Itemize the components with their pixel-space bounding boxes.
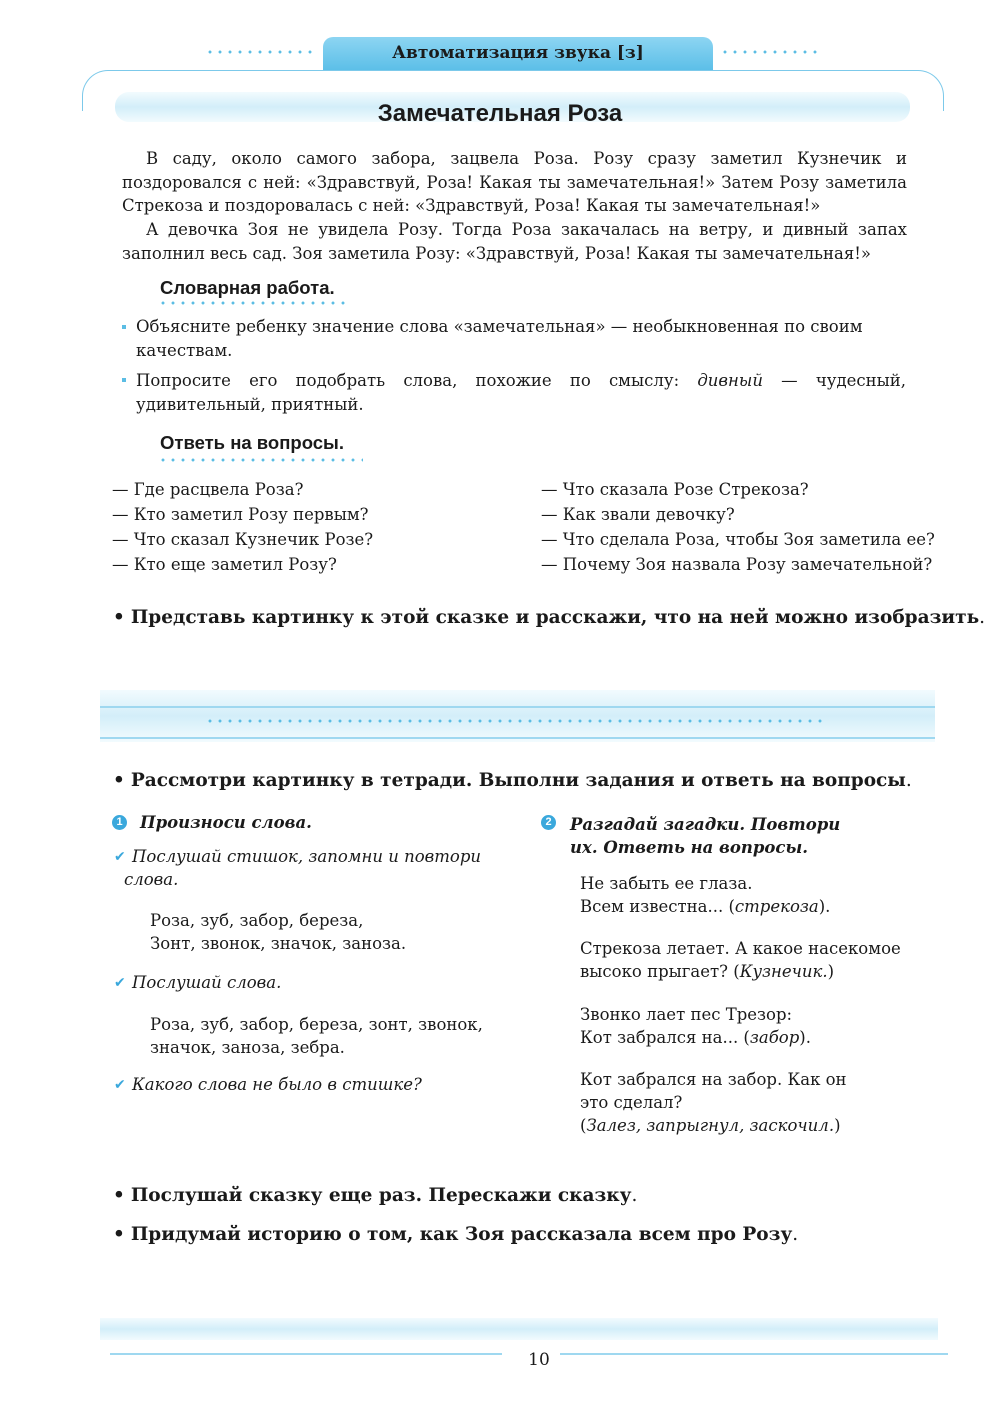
question-left-2: — Кто заметил Розу первым?: [112, 505, 369, 524]
task-invent: • Придумай историю о том, как Зоя рассказала всем про Розу.: [113, 1224, 799, 1245]
exercise-1-step-1: Послушай стишок, запомни и повтори слова.: [124, 847, 482, 889]
header-dots-left: [205, 50, 317, 54]
exercise-2-title: Разгадай загадки. Повтори их. Ответь на вопросы.: [570, 815, 841, 857]
vocab-item-1: Объясните ребенку значение слова «замечательная» — необыкновенная по своим качествам.: [136, 317, 863, 360]
riddle-1-line-2: Всем известна... (стрекоза).: [580, 897, 831, 916]
riddle-2-line-2: высоко прыгает? (Кузнечик.): [580, 962, 835, 981]
exercise-1-step-3: Какого слова не было в стишке?: [132, 1075, 422, 1094]
questions-heading: Ответь на вопросы.: [160, 432, 344, 453]
exercise-1-words-line-1: Роза, зуб, забор, береза,: [150, 911, 364, 930]
exercise-1-title: Произноси слова.: [140, 813, 312, 832]
section-header-title: Автоматизация звука [з]: [392, 43, 644, 63]
section-header-tab: [323, 37, 713, 70]
footer-band: [100, 1318, 938, 1340]
divider-dots: [205, 719, 825, 723]
vocab-heading-underline: [158, 301, 348, 305]
check-icon: ✔: [114, 975, 126, 991]
exercise-2-number-icon: 2: [541, 815, 556, 830]
riddle-3-line-1: Звонко лает пес Трезор:: [580, 1005, 793, 1024]
question-left-3: — Что сказал Кузнечик Розе?: [112, 530, 374, 549]
vocab-heading: Словарная работа.: [160, 277, 335, 298]
divider-line-bottom: [100, 737, 935, 739]
exercise-1-number-icon: 1: [112, 815, 127, 830]
vocab-item-2: Попросите его подобрать слова, похожие по смыслу: дивный — чудесный, удивительный, приятный.: [136, 371, 906, 414]
riddle-2-line-1: Стрекоза летает. А какое насекомое: [580, 939, 901, 958]
question-right-1: — Что сказала Розе Стрекоза?: [541, 480, 809, 499]
exercise-1-step-2: Послушай слова.: [132, 973, 282, 992]
check-icon: ✔: [114, 1077, 126, 1093]
questions-heading-underline: [158, 458, 363, 462]
bullet-icon: [122, 378, 126, 382]
story-paragraph-1: В саду, около самого забора, зацвела Роза. Розу сразу заметил Кузнечик и поздоровался с ней: «Здравствуй, Роза! Какая ты замечательная!» Затем Розу заметила Стрекоза и поздоровалась с ней: «Здравствуй, Роза! Какая ты замечательная!»: [122, 149, 907, 215]
task-imagine: • Представь картинку к этой сказке и расскажи, что на ней можно изобразить.: [113, 607, 986, 628]
question-left-1: — Где расцвела Роза?: [112, 480, 304, 499]
exercise-1-words-line-2: Зонт, звонок, значок, заноза.: [150, 934, 407, 953]
check-icon: ✔: [114, 849, 126, 865]
story-paragraph-2: А девочка Зоя не увидела Розу. Тогда Роза закачалась на ветру, и дивный запах заполнил весь сад. Зоя заметила Розу: «Здравствуй, Роза! Какая ты замечательная!»: [122, 220, 907, 263]
divider-line-top: [100, 706, 935, 708]
riddle-4-line-1: Кот забрался на забор. Как он: [580, 1070, 847, 1089]
story-title: Замечательная Роза: [377, 100, 623, 127]
page-number: 10: [528, 1350, 550, 1370]
question-left-4: — Кто еще заметил Розу?: [112, 555, 337, 574]
task-notebook: • Рассмотри картинку в тетради. Выполни задания и ответь на вопросы.: [113, 770, 912, 791]
riddle-1-line-1: Не забыть ее глаза.: [580, 874, 753, 893]
riddle-4-line-3: (Залез, запрыгнул, заскочил.): [580, 1116, 841, 1135]
task-retell: • Послушай сказку еще раз. Перескажи сказку.: [113, 1185, 638, 1206]
bullet-icon: [122, 325, 126, 329]
question-right-4: — Почему Зоя назвала Розу замечательной?: [541, 555, 933, 574]
section-divider-band: [100, 690, 935, 742]
riddle-3-line-2: Кот забрался на... (забор).: [580, 1028, 811, 1047]
question-right-3: — Что сделала Роза, чтобы Зоя заметила ее?: [541, 530, 935, 549]
question-right-2: — Как звали девочку?: [541, 505, 735, 524]
header-dots-right: [720, 50, 822, 54]
riddle-4-line-2: это сделал?: [580, 1093, 683, 1112]
exercise-1-words-2: Роза, зуб, забор, береза, зонт, звонок, значок, заноза, зебра.: [150, 1015, 483, 1057]
